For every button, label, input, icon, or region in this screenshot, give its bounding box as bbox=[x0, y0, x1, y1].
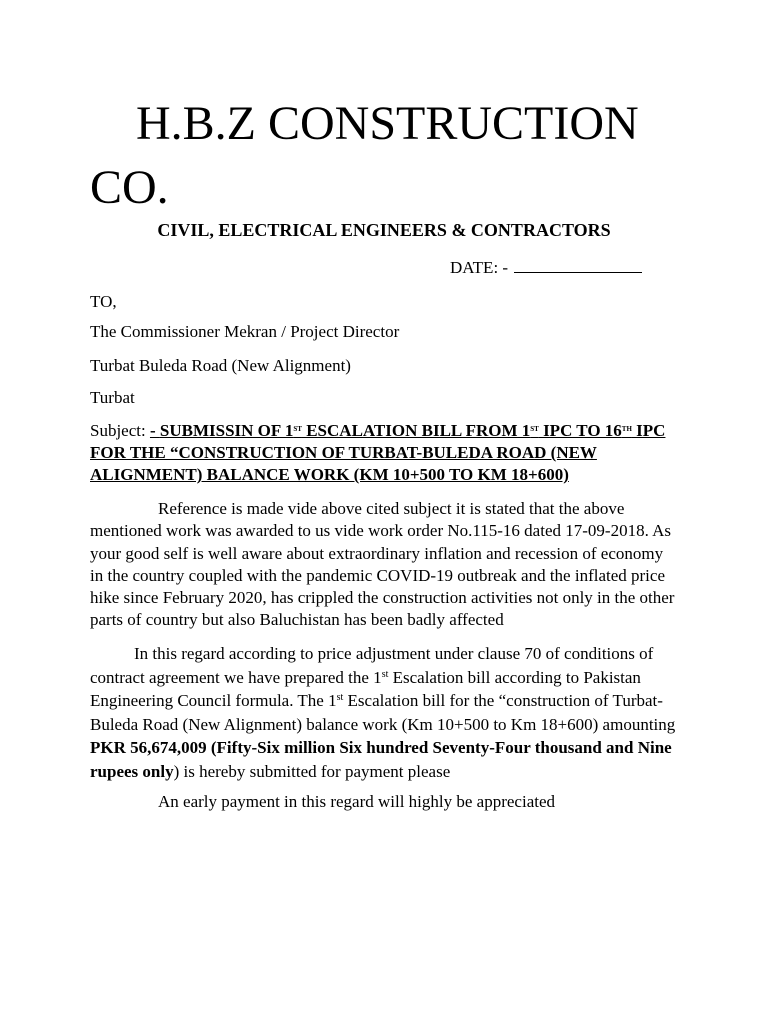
subject-part-1: SUBMISSIN OF 1 bbox=[159, 421, 294, 440]
para2-sup-2: st bbox=[336, 692, 344, 703]
para2-text-d: ) is hereby submitted for payment please bbox=[173, 761, 451, 781]
subject-part-4: IPC FOR THE “CONSTRUCTION OF TURBAT-BULEDA ROAD (NEW ALIGNMENT) BALANCE WORK (KM 10+500 TO KM 18+600) bbox=[90, 421, 666, 484]
body-paragraph-1: Reference is made vide above cited subject it is stated that the above mentioned work was awarded to us vide work order No.115-16 dated 17-09-2018. As your good self is well aware about extraordinary inflation and recession of economy in the country coupled with the pandemic COVID-19 outbreak and the inflated price hike since February 2020, has crippled the construction activities not only in the other parts of country but also Baluchistan has been badly affected bbox=[90, 499, 675, 630]
date-line bbox=[450, 258, 642, 278]
body-paragraph-2 bbox=[90, 642, 680, 783]
date-blank-field bbox=[514, 258, 642, 273]
para2-text-c: Escalation bill for the “construction of Turbat-Buleda Road (New Alignment) balance work (Km 10+500 to Km 18+600) amounting bbox=[90, 691, 676, 734]
address-line-1: The Commissioner Mekran / Project Director bbox=[90, 322, 400, 341]
subject-label: Subject: bbox=[90, 421, 150, 440]
address-to: TO, bbox=[90, 292, 117, 311]
address-line-3: Turbat bbox=[90, 388, 135, 407]
date-label: DATE: - bbox=[450, 258, 509, 277]
para2-text-b: Escalation bill according to Pakistan Engineering Council formula. The 1 bbox=[90, 667, 641, 710]
para2-sup-1: st bbox=[381, 668, 389, 680]
subject-line bbox=[90, 418, 680, 486]
para2-text-a: In this regard according to price adjustment under clause 70 of conditions of contract agreement we have prepared the 1 bbox=[90, 644, 654, 687]
subject-sup-3: TH bbox=[621, 425, 632, 433]
company-name: H.B.Z CONSTRUCTION CO. bbox=[90, 97, 639, 214]
subject-dash: - bbox=[149, 421, 160, 440]
subject-sup-1: ST bbox=[293, 425, 302, 433]
subject-part-3: IPC TO 16 bbox=[538, 421, 622, 440]
subject-sup-2: ST bbox=[530, 425, 539, 433]
subject-part-2: ESCALATION BILL FROM 1 bbox=[301, 421, 531, 440]
company-tagline: CIVIL, ELECTRICAL ENGINEERS & CONTRACTORS bbox=[157, 220, 611, 240]
para2-amount: PKR 56,674,009 (Fifty-Six million Six hundred Seventy-Four thousand and Nine rupees only bbox=[90, 738, 672, 781]
subject-text bbox=[90, 421, 665, 484]
address-line-2: Turbat Buleda Road (New Alignment) bbox=[90, 356, 351, 375]
body-paragraph-3: An early payment in this regard will highly be appreciated bbox=[158, 792, 556, 811]
